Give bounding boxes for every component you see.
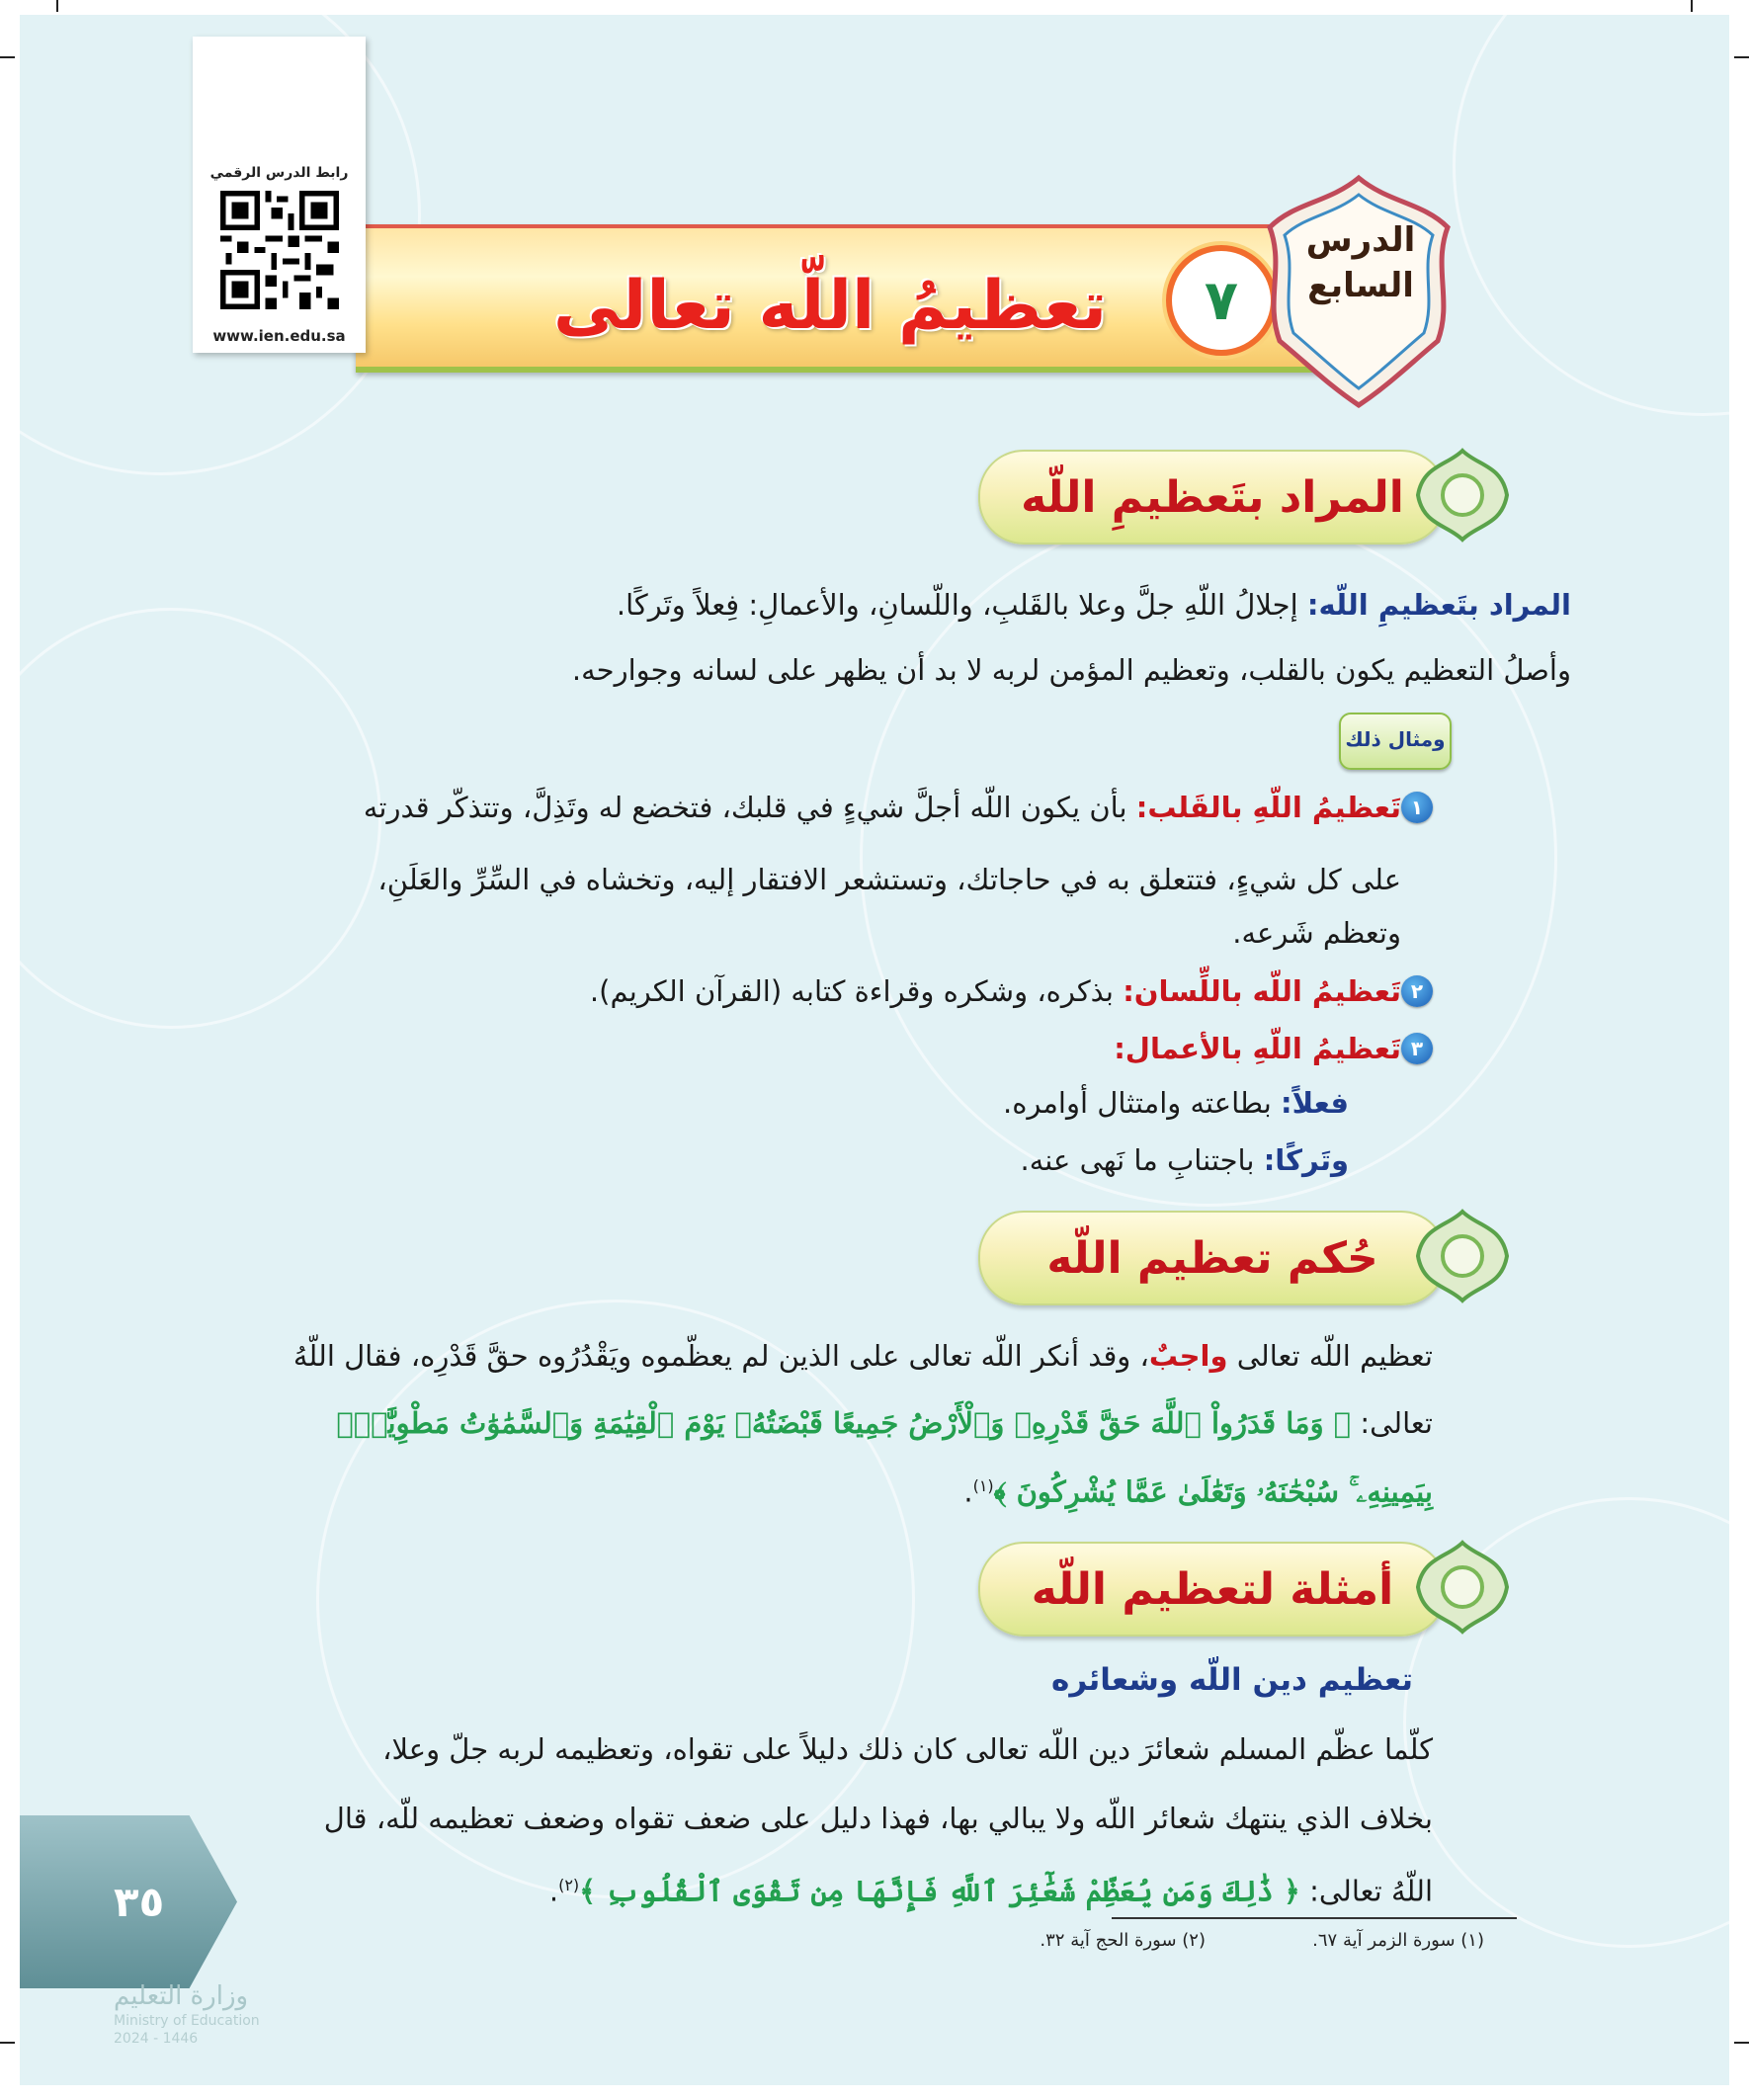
qr-card[interactable] xyxy=(193,37,366,353)
ruling-text-c: ، وقد أنكر اللّه تعالى على الذين لم يعظّموه ويَقْدُرُوه حقَّ قَدْرِه، فقال اللّهُ xyxy=(292,1339,1149,1373)
item-2-label: تَعظيمُ اللّه باللِّسان: xyxy=(1123,974,1401,1008)
definition-text: إجلالُ اللّهِ جلَّ وعلا بالقَلبِ، واللّسانِ، والأعمالِ: فِعلاً وتَركًا. xyxy=(616,588,1298,622)
crop-mark xyxy=(0,2042,15,2044)
definition-line xyxy=(109,578,1571,631)
item-1-text-line2: على كل شيءٍ، فتتعلق به في حاجاتك، وتستشعر الافتقار إليه، وتخشاه في السِّرِّ والعَلَنِ، xyxy=(377,863,1401,896)
qr-caption: رابط الدرس الرقمي xyxy=(209,165,349,181)
examples-line2: بخلاف الذي ينتهك شعائر اللّه ولا يبالي بها، فهذا دليل على ضعف تقواه وضعف تعظيمه للّه، قال xyxy=(323,1802,1433,1835)
background-ornament xyxy=(1453,15,1729,416)
ruling-line3: بِيَمِينِهِۦ ۚ سُبْحَٰنَهُۥ وَتَعَٰلَىٰ عَمَّا يُشْرِكُونَ ﴾$^{(١)}$. xyxy=(963,1474,1433,1509)
crop-mark xyxy=(0,56,15,58)
footnote-divider xyxy=(1112,1917,1517,1919)
ministry-logo-text: وزارة التعليم xyxy=(114,1981,249,2011)
quran-verse-2: ﴿ ذَٰلِكَ وَمَن يُعَظِّمْ شَعَٰٓئِرَ ٱللَّهِ فَإِنَّهَا مِن تَقْوَى ٱلْقُلُوبِ ﴾ xyxy=(579,1874,1300,1908)
section-heading-ruling-label: حُكم تعظيم اللّه xyxy=(978,1211,1447,1305)
ruling-text-a: تعظيم اللّه تعالى xyxy=(1236,1339,1433,1373)
fi3lan-line xyxy=(64,1076,1349,1130)
definition-label: المراد بتَعظيمِ اللّه: xyxy=(1306,588,1571,622)
examples-line1: كلّما عظّم المسلم شعائرَ دين اللّه تعالى كان ذلك دليلاً على تقواه، وتعظيمه لربه جلّ وعلا، xyxy=(382,1732,1433,1766)
ministry-logo-english: Ministry of Education xyxy=(114,2013,260,2029)
tarkan-line xyxy=(64,1134,1349,1187)
qr-code-icon[interactable] xyxy=(220,191,339,309)
quran-verse-1-line2: بِيَمِينِهِۦ ۚ سُبْحَٰنَهُۥ وَتَعَٰلَىٰ عَمَّا يُشْرِكُونَ ﴾ xyxy=(993,1474,1433,1509)
tarkan-label: وتَركًا: xyxy=(1263,1143,1349,1177)
examples-line3: اللّهُ تعالى: ﴿ ذَٰلِكَ وَمَن يُعَظِّمْ شَعَٰٓئِرَ ٱللَّهِ فَإِنَّهَا مِن تَقْوَى ٱلْقُلُوبِ ﴾$^{(٢)}$. xyxy=(548,1874,1433,1908)
qr-link[interactable]: www.ien.edu.sa xyxy=(212,327,346,345)
crop-mark xyxy=(56,0,58,12)
ruling-obligatory: واجبٌ xyxy=(1148,1339,1228,1373)
lesson-number-badge: ٧ xyxy=(1166,245,1277,356)
item-2-line xyxy=(20,965,1401,1018)
leaf-ornament-icon xyxy=(1413,1207,1512,1305)
item-1-text-line1: بأن يكون اللّه أجلَّ شيءٍ في قلبك، فتخضع له وتَذِلَّ، وتتذكّر قدرته xyxy=(363,791,1127,824)
lesson-label xyxy=(1287,217,1435,308)
ruling-tala: تعالى: xyxy=(1360,1406,1433,1440)
example-tag: ومثال ذلك xyxy=(1339,713,1452,770)
origin-paragraph: وأصلُ التعظيم يكون بالقلب، وتعظيم المؤمن لربه لا بد أن يظهر على لسانه وجوارحه. xyxy=(571,653,1571,687)
quran-verse-1-line1: ﴿ وَمَا قَدَرُواْ ٱللَّهَ حَقَّ قَدْرِهِۦ وَٱلْأَرْضُ جَمِيعًا قَبْضَتُهُۥ يَوْمَ ٱلْقِيَٰمَةِ وَٱلسَّمَٰوَٰتُ مَطْوِيَّٰتٌۢ xyxy=(336,1406,1352,1440)
ruling-line2 xyxy=(20,1396,1433,1450)
item-2-text: بذكره، وشكره وقراءة كتابه (القرآن الكريم). xyxy=(589,974,1114,1008)
item-number-1: ١ xyxy=(1401,792,1433,823)
ruling-line1 xyxy=(20,1329,1433,1383)
page-number: ٣٥ xyxy=(114,1878,165,1926)
crop-mark xyxy=(1734,56,1749,58)
item-1-text-line3: وتعظم شَرعه. xyxy=(1232,916,1401,950)
item-1-line1 xyxy=(20,781,1401,834)
leaf-ornament-icon xyxy=(1413,446,1512,545)
crop-mark xyxy=(1691,0,1693,12)
item-number-3: ٣ xyxy=(1401,1033,1433,1064)
crop-mark xyxy=(1734,2042,1749,2044)
item-3-line xyxy=(20,1022,1401,1075)
tarkan-text: باجتنابِ ما نَهى عنه. xyxy=(1020,1143,1255,1177)
footnote-ref-2: (٢) xyxy=(558,1876,580,1894)
fi3lan-text: بطاعته وامتثال أوامره. xyxy=(1002,1086,1272,1120)
examples-allah-said: اللّهُ تعالى: xyxy=(1309,1874,1433,1908)
lesson-title: تعظيمُ اللّه تعالى xyxy=(553,267,1108,345)
item-1-label: تَعظيمُ اللّهِ بالقَلب: xyxy=(1135,791,1401,824)
footnote-ref-1: (١) xyxy=(972,1476,994,1495)
subheading-religion-rites: تعظيم دين اللّه وشعائره xyxy=(1051,1662,1413,1698)
fi3lan-label: فعلاً: xyxy=(1281,1086,1349,1120)
textbook-page xyxy=(20,15,1729,2085)
item-3-label: تَعظيمُ اللّهِ بالأعمال: xyxy=(1114,1032,1401,1065)
section-heading-examples-label: أمثلة لتعظيم اللّه xyxy=(978,1542,1447,1637)
footnote-1: (١) سورة الزمر آية ٦٧. xyxy=(1312,1930,1484,1951)
leaf-ornament-icon xyxy=(1413,1538,1512,1637)
lesson-label-line1: الدرس xyxy=(1305,220,1416,260)
ministry-year: 2024 - 1446 xyxy=(114,2031,199,2047)
item-number-2: ٢ xyxy=(1401,975,1433,1007)
section-heading-meaning-label: المراد بتَعظيمِ اللّه xyxy=(978,450,1447,545)
footnote-2: (٢) سورة الحج آية ٣٢. xyxy=(1040,1930,1206,1951)
lesson-label-line2: السابع xyxy=(1307,266,1414,305)
